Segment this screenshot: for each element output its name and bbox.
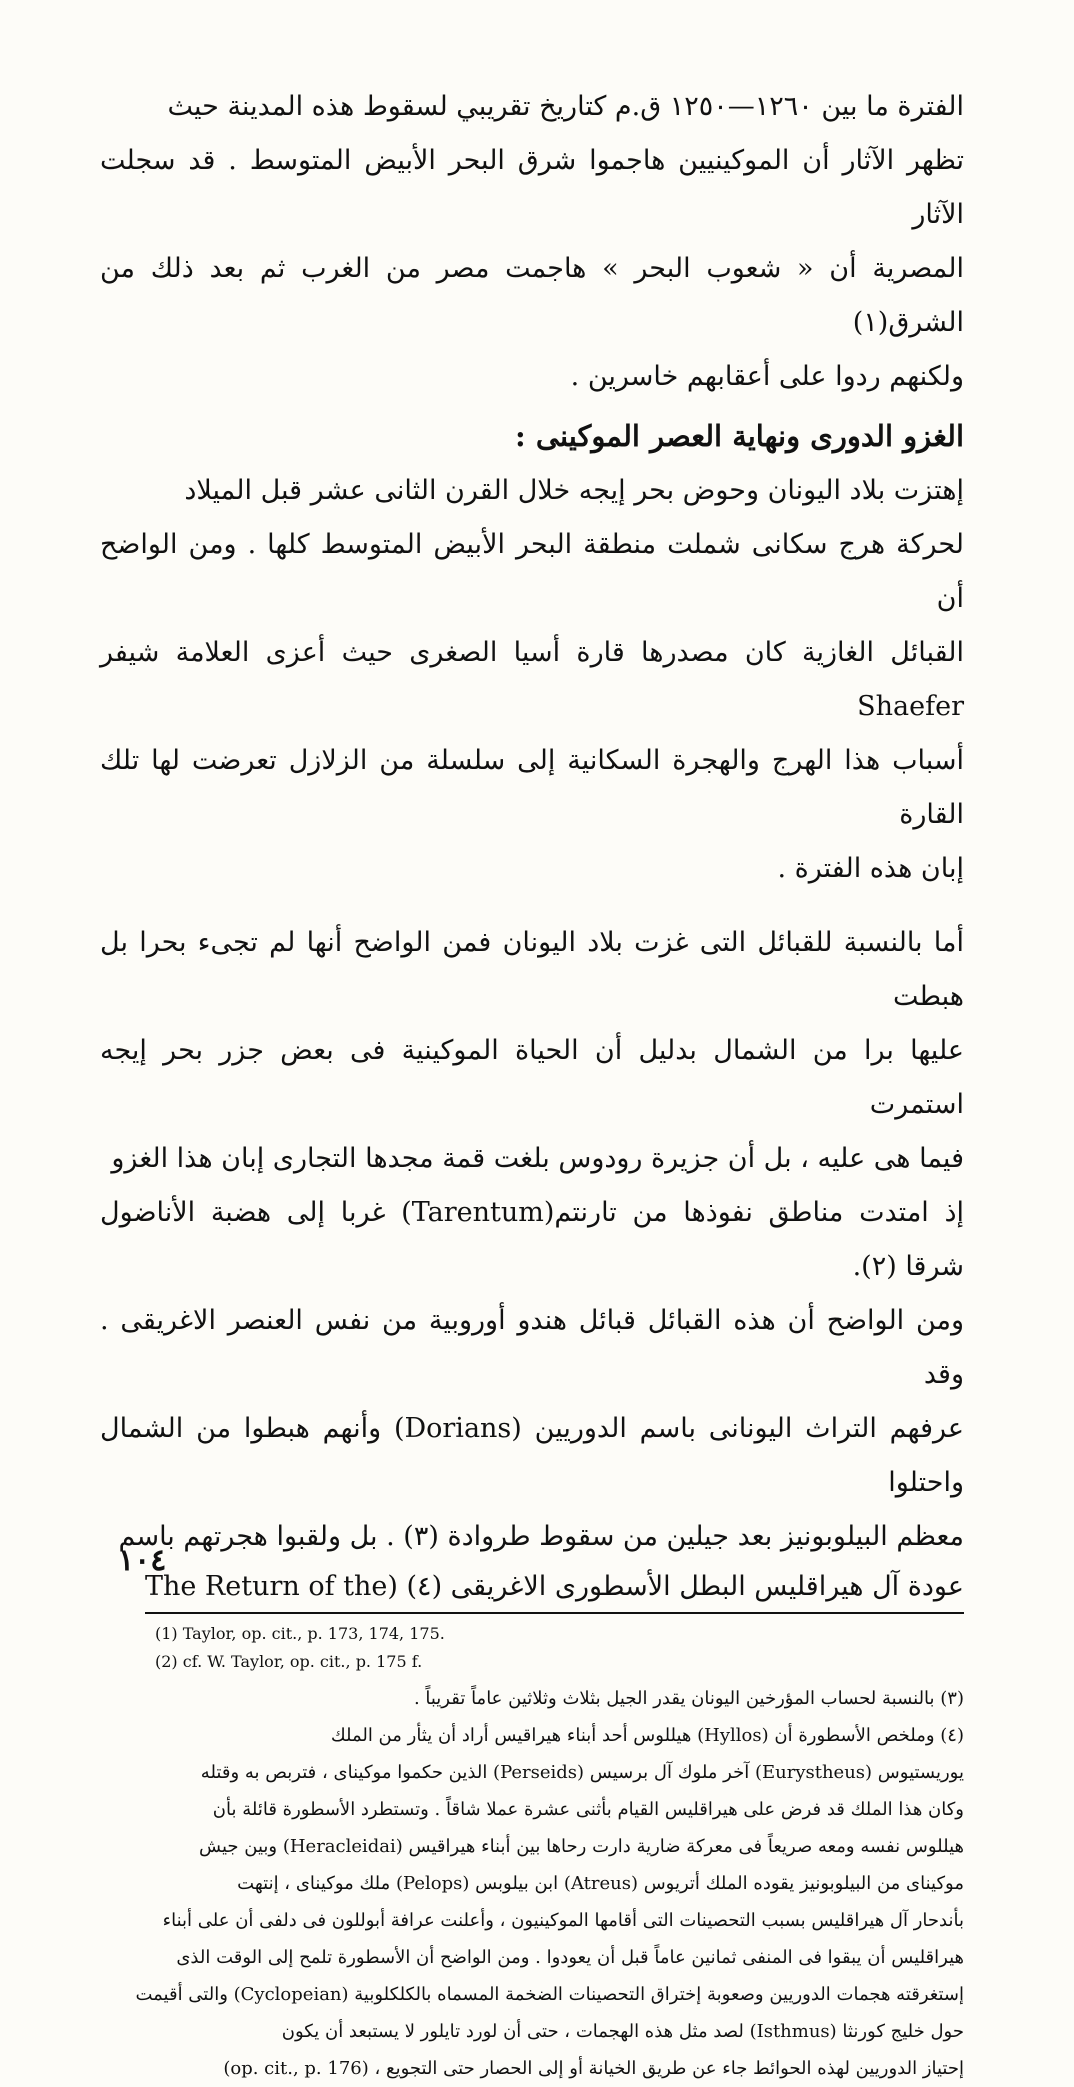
text-line: إذ امتدت مناطق نفوذها من تارنتم(Tarentum) غربا إلى هضبة الأناضول شرقا (٢). [100,1197,965,1282]
intro-paragraph [100,80,964,404]
text-line: ومن الواضح أن هذه القبائل قبائل هندو أوروبية من نفس العنصر الاغريقى . وقد [100,1305,964,1390]
text-line: فيما هى عليه ، بل أن جزيرة رودوس بلغت قمة مجدها التجارى إبان هذا الغزو [111,1143,964,1174]
text-line: أسباب هذا الهرج والهجرة السكانية إلى سلسلة من الزلازل تعرضت لها تلك القارة [100,745,964,830]
text-line: إهتزت بلاد اليونان وحوض بحر إيجه خلال القرن الثانى عشر قبل الميلاد [184,475,964,506]
text-line-underlined [100,1564,964,1614]
page-number: ١٠٤ [118,1543,167,1578]
underlined-text: عودة آل هيراقليس البطل الأسطورى الاغريقى (٤) (The Return of the [145,1564,964,1614]
footnote-ar: إحتياز الدوريين لهذه الحوائط جاء عن طريق الخيانة أو إلى الحصار حتى التجويع ، (op. cit., p. 176) [223,2058,964,2079]
footnote-ar: هيللوس نفسه ومعه صريعاً فى معركة ضارية دارت رحاها بين أبناء هيراقيس (Heracleidai) وبين جيش [199,1836,964,1857]
text-line: أما بالنسبة للقبائل التى غزت بلاد اليونان فمن الواضح أنها لم تجىء بحرا بل هبطت [100,927,964,1012]
text-line: ولكنهم ردوا على أعقابهم خاسرين . [570,361,964,392]
footnote-ar: هيراقليس أن يبقوا فى المنفى ثمانين عاماً قبل أن يعودوا . ومن الواضح أن الأسطورة تلمح إلى الوقت الذى [176,1947,964,1968]
text-line: عليها برا من الشمال بدليل أن الحياة الموكينية فى بعض جزر بحر إيجه استمرت [100,1035,964,1120]
text-line: الفترة ما بين ١٢٦٠—١٢٥٠ ق.م كتاريخ تقريبي لسقوط هذه المدينة حيث [167,91,964,122]
text-line: القبائل الغازية كان مصدرها قارة أسيا الصغرى حيث أعزى العلامة شيفر Shaefer [100,637,964,722]
footnotes-arabic [100,1680,964,2087]
footnote-ar: حول خليج كورنثا (Isthmus) لصد مثل هذه الهجمات ، حتى أن لورد تايلور لا يستبعد أن يكون [281,2021,964,2042]
footnote-ar: وكان هذا الملك قد فرض على هيراقليس القيام بأثنى عشرة عملا شاقاً . وتستطرد الأسطورة قائلة بأن [212,1799,964,1820]
text-line: لحركة هرج سكانى شملت منطقة البحر الأبيض المتوسط كلها . ومن الواضح أن [100,529,964,614]
footnote-en: (1) Taylor, op. cit., p. 173, 174, 175. [155,1624,445,1643]
text-line: إبان هذه الفترة . [777,853,964,884]
text-line: عرفهم التراث اليونانى باسم الدوريين (Dorians) وأنهم هبطوا من الشمال واحتلوا [100,1413,964,1498]
footnote-ar: موكيناى من البيلوبونيز يقوده الملك أتريوس (Atreus) ابن بيلوبس (Pelops) ملك موكيناى ، إنتهت [237,1873,964,1894]
paragraph-dorian-invasion [100,464,964,896]
footnote-ar: يوريستيوس (Eurystheus) آخر ملوك آل برسيس (Perseids) الذين حكموا موكيناى ، فتربص به وقتله [200,1762,964,1783]
footnote-ar: (٣) بالنسبة لحساب المؤرخين اليونان يقدر الجيل بثلاث وثلاثين عاماً تقريباً . [413,1688,964,1709]
text-line: تظهر الآثار أن الموكينيين هاجموا شرق البحر الأبيض المتوسط . قد سجلت الآثار [100,145,964,230]
section-heading: الغزو الدورى ونهاية العصر الموكينى : [515,419,964,453]
footnote-ar: بأندحار آل هيراقليس بسبب التحصينات التى أقامها الموكينيون ، وأعلنت عرافة أبوللون فى دلفى أن على أبناء [162,1910,964,1931]
footnote-ar: (٤) وملخص الأسطورة أن (Hyllos) هيللوس أحد أبناء هيراقيس أراد أن يثأر من الملك [330,1725,964,1746]
text-line: معظم البيلوبونيز بعد جيلين من سقوط طروادة (٣) . بل ولقبوا هجرتهم باسم [118,1521,964,1552]
footnotes [100,1620,964,2087]
footnote-ar: إستغرقته هجمات الدوريين وصعوبة إختراق التحصينات الضخمة المسماه بالكلكلوبية (Cyclopeian) والتى أقيمت [135,1984,964,2005]
text-line: المصرية أن « شعوب البحر » هاجمت مصر من الغرب ثم بعد ذلك من الشرق(١) [100,253,964,338]
footnote-en: (2) cf. W. Taylor, op. cit., p. 175 f. [155,1652,423,1671]
paragraph-tribes [100,916,964,1614]
